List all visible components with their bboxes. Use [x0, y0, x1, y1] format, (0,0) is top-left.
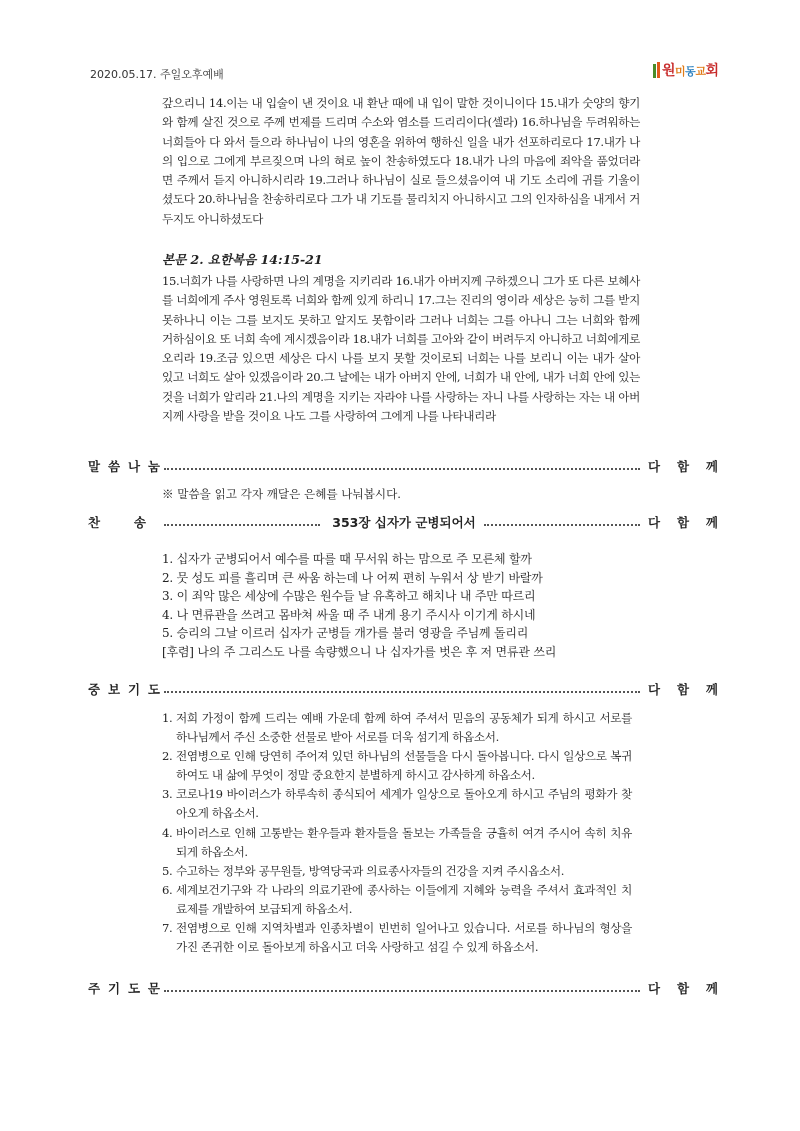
prayer-item: 7. 전염병으로 인해 지역차별과 인종차별이 빈번히 일어나고 있습니다. 서로를 하나님의 형상을 가진 존귀한 이로 돌아보게 하옵시고 더욱 사랑하고 섬길 수 있게 하옵소서. [162, 921, 632, 955]
section-lords-prayer [88, 978, 718, 998]
passage-2-body [162, 272, 640, 426]
hymn-verse: 3. 이 죄악 많은 세상에 수많은 원수들 날 유혹하고 해치나 내 주만 따르리 [162, 589, 536, 604]
prayer-list [162, 709, 632, 957]
passage-2-title: 본문 2. 요한복음 14:15-21 [162, 252, 323, 267]
prayer-item: 2. 전염병으로 인해 당연히 주어져 있던 하나님의 선물들을 다시 돌아봅니다. 다시 일상으로 복귀하여도 내 삶에 무엇이 정말 중요한지 분별하게 하시고 감사하게 하옵소서. [162, 749, 632, 783]
dotted-leader [164, 466, 640, 470]
prayer-item: 3. 코로나19 바이러스가 하루속히 종식되어 세계가 일상으로 돌아오게 하시고 주님의 평화가 찾아오게 하옵소서. [162, 787, 632, 821]
prayer-item: 5. 수고하는 정부와 공무원들, 방역당국과 의료종사자들의 건강을 지켜 주시옵소서. [162, 863, 565, 878]
hymn-chorus: [후렴] 나의 주 그리스도 나를 속량했으니 나 십자가를 벗은 후 저 면류관 쓰리 [162, 644, 557, 659]
church-logo [653, 60, 718, 80]
prayer-item: 1. 저희 가정이 함께 드리는 예배 가운데 함께 하여 주셔서 믿음의 공동체가 되게 하시고 서로를 하나님께서 주신 소중한 선물로 받아 서로를 더욱 섬기게 하옵소서. [162, 711, 632, 745]
church-logo-mark-icon [653, 62, 660, 78]
section-participation-label: 다 함 께 [648, 981, 718, 996]
dotted-leader [164, 988, 640, 992]
section-word-sharing [88, 456, 718, 476]
section-label: 말 씀 나 눔 [88, 459, 160, 474]
passage-2-text: 15.너희가 나를 사랑하면 나의 계명을 지키리라 16.내가 아버지께 구하겠으니 그가 또 다른 보혜사를 너희에게 주사 영원토록 너희와 함께 있게 하리니 17.그는 진리의 영이라 세상은 능히 그를 받지 못하나니 이는 그를 보지도 못하고 알지도 못함이라 그러나 너희는 그를 아나니 그는 너희와 함께 거하심이요 또 너희 속에 계시겠음이라 18.내가 너희를 고아와 같이 버려두지 아니하고 너희에게로 오리라 19.조금 있으면 세상은 다시 나를 보지 못할 것이로되 너희는 나를 보리니 이는 내가 살아 있고 너희도 살아 있겠음이라 20.그 날에는 내가 아버지 안에, 너희가 내 안에, 내가 너희 안에 있는 것을 너희가 알리라 21.나의 계명을 지키는 자라야 나를 사랑하는 자니 나를 사랑하는 자는 내 아버지께 사랑을 받을 것이요 나도 그를 사랑하여 그에게 나를 나타내리라 [162, 274, 640, 424]
section-participation-label: 다 함 께 [648, 459, 718, 474]
scripture-passage-continued [162, 94, 640, 229]
sharing-note: ※ 말씀을 읽고 각자 깨달은 은혜를 나눠봅시다. [162, 487, 401, 501]
hymn-verse: 4. 나 면류관을 쓰려고 몸바쳐 싸울 때 주 내게 용기 주시사 이기게 하시네 [162, 607, 536, 622]
section-participation-label: 다 함 께 [648, 515, 718, 530]
hymn-lyrics [162, 550, 632, 662]
section-hymn [88, 512, 718, 532]
prayer-item: 6. 세계보건기구와 각 나라의 의료기관에 종사하는 이들에게 지혜와 능력을 주셔서 효과적인 치료제를 개발하여 보급되게 하옵소서. [162, 882, 632, 916]
section-label: 중 보 기 도 [88, 682, 160, 697]
section-intercessory-prayer [88, 679, 718, 699]
section-participation-label: 다 함 께 [648, 682, 718, 697]
church-logo-text: 원미동교회 [662, 63, 719, 79]
dotted-leader [164, 689, 640, 693]
scripture-text: 갚으리니 14.이는 내 입술이 낸 것이요 내 환난 때에 내 입이 말한 것이니이다 15.내가 숫양의 향기와 함께 살진 것으로 주께 번제를 드리며 수소와 염소를 드리리이다(셀라) 16.하나님을 두려워하는 너희들아 다 와서 들으라 하나님이 나의 영혼을 위하여 행하신 일을 내가 선포하리로다 17.내가 나의 입으로 그에게 부르짖으며 나의 혀로 높이 찬송하였도다 18.내가 나의 마음에 죄악을 품었더라면 주께서 듣지 아니하시리라 19.그러나 하나님이 실로 들으셨음이여 내 기도 소리에 귀를 기울이셨도다 20.하나님을 찬송하리로다 그가 내 기도를 물리치지 아니하시고 그의 인자하심을 내게서 거두지도 아니하셨도다 [162, 96, 640, 226]
hymn-verse: 1. 십자가 군병되어서 예수를 따를 때 무서워 하는 맘으로 주 모른체 할까 [162, 552, 532, 566]
hymn-verse: 5. 승리의 그날 이르러 십자가 군병들 개가를 불러 영광을 주님께 돌리리 [162, 626, 529, 641]
service-date-label: 2020.05.17. 주일오후예배 [90, 68, 224, 81]
hymn-verse: 2. 뭇 성도 피를 흘리며 큰 싸움 하는데 나 어찌 편히 누워서 상 받기 바랄까 [162, 570, 543, 585]
prayer-item: 4. 바이러스로 인해 고통받는 환우들과 환자들을 돌보는 가족들을 긍휼히 여겨 주시어 속히 치유되게 하옵소서. [162, 825, 632, 859]
hymn-title: 353장 십자가 군병되어서 [332, 515, 476, 530]
dotted-leader [164, 522, 320, 526]
section-label: 찬 송 [88, 515, 146, 530]
section-label: 주 기 도 문 [88, 981, 160, 996]
dotted-leader [484, 522, 640, 526]
